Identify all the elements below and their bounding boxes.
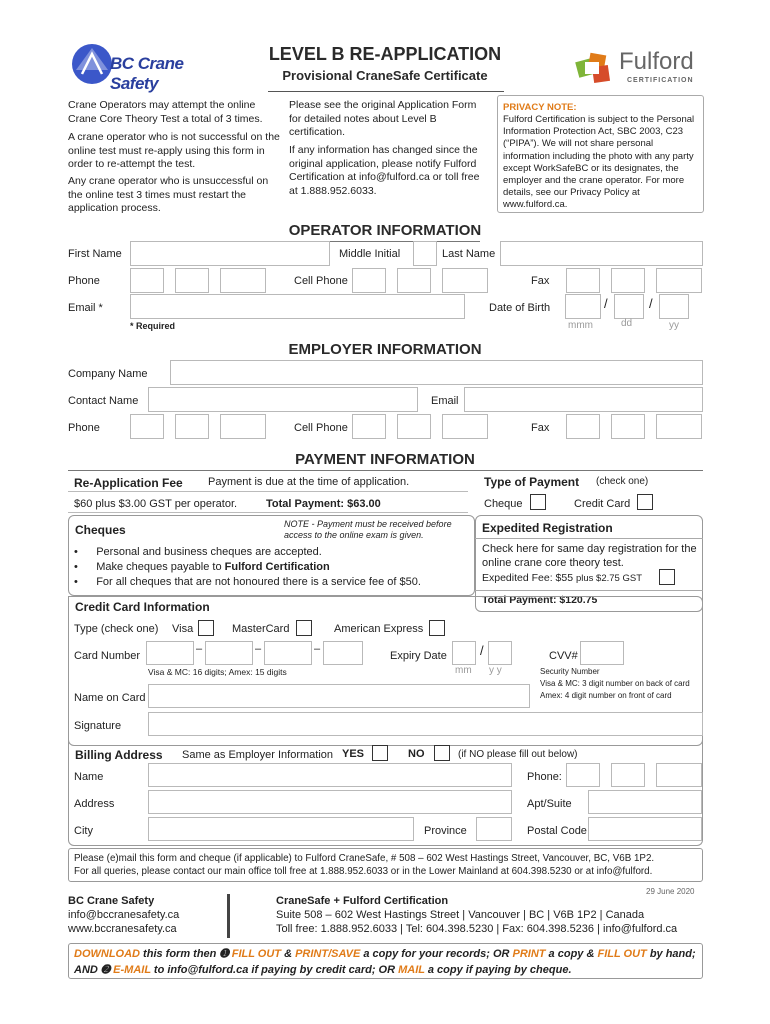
instr-text-6: AND (74, 964, 101, 976)
billing-postal-label: Postal Code (527, 825, 587, 837)
credit-card-title: Credit Card Information (75, 600, 210, 614)
fulford-logo (575, 48, 705, 88)
fax-area-input[interactable] (566, 268, 600, 293)
instructions-line2 (74, 963, 572, 976)
mastercard-label: MasterCard (232, 623, 290, 635)
page-subtitle: Provisional CraneSafe Certificate (282, 68, 488, 83)
footer-right-phone: Toll free: 1.888.952.6033 | Tel: 604.398.5230 | Fax: 604.398.5236 | info@fulford.ca (276, 923, 678, 935)
expiry-slash: / (480, 643, 484, 658)
phone-area-input[interactable] (130, 268, 164, 293)
company-name-label: Company Name (68, 368, 148, 380)
dob-slash-2: / (649, 296, 653, 311)
employer-phone-area[interactable] (130, 414, 164, 439)
intro-col1-p1: Crane Operators may attempt the online Crane Core Theory Test a total of 3 times. (68, 99, 263, 125)
billing-phone-area[interactable] (566, 763, 600, 787)
billing-same-label: Same as Employer Information (182, 749, 334, 761)
expedited-fee-amount: Expedited Fee: $55 (482, 572, 576, 584)
fee-rule (68, 491, 468, 492)
middle-initial-label: Middle Initial (339, 248, 401, 260)
instr-text-7: to info@fulford.ca if paying by credit card; OR (150, 964, 399, 976)
card-dash-2: – (255, 643, 262, 655)
fee-rule-2 (68, 512, 468, 513)
cheque-bullet-1: • Personal and business cheques are accepted. (74, 546, 322, 558)
billing-city-label: City (74, 825, 93, 837)
visa-label: Visa (172, 623, 194, 635)
billing-name-label: Name (74, 771, 104, 783)
instructions-line1 (74, 947, 696, 960)
footer-right-address: Suite 508 – 602 West Hastings Street | Vancouver | BC | V6B 1P2 | Canada (276, 909, 645, 921)
employer-cell-area[interactable] (352, 414, 386, 439)
billing-city-input[interactable] (148, 817, 414, 841)
payment-rule (68, 470, 703, 471)
signature-label: Signature (74, 720, 122, 732)
last-name-label: Last Name (442, 248, 496, 260)
signature-input[interactable] (148, 712, 703, 736)
cheque-payee: Fulford Certification (224, 561, 330, 573)
dob-yy-hint: yy (669, 320, 679, 331)
employer-phone-label: Phone (68, 422, 100, 434)
employer-phone-prefix[interactable] (175, 414, 209, 439)
billing-postal-input[interactable] (588, 817, 702, 841)
card-dash-3: – (314, 643, 321, 655)
instr-print-save: PRINT/SAVE (295, 948, 361, 960)
billing-phone-line[interactable] (656, 763, 702, 787)
fulford-logo-text: Fulford (619, 48, 694, 75)
payment-heading: PAYMENT INFORMATION (295, 451, 475, 468)
step-two-icon: ➋ (100, 964, 111, 976)
fax-prefix-input[interactable] (611, 268, 645, 293)
billing-no-checkbox[interactable] (434, 745, 450, 761)
employer-cell-line[interactable] (442, 414, 488, 439)
footer-left-email: info@bccranesafety.ca (68, 909, 180, 921)
cheque-bullet-2: • Make cheques payable to Fulford Certification (74, 561, 330, 573)
billing-province-input[interactable] (476, 817, 512, 841)
card-number-group-3[interactable] (264, 641, 312, 665)
cvv-input[interactable] (580, 641, 624, 665)
cvv-label: CVV# (549, 650, 578, 662)
billing-apt-label: Apt/Suite (527, 798, 572, 810)
mail-note-line1: Please (e)mail this form and cheque (if applicable) to Fulford CraneSafe, # 508 – 602 West Hastings Street, Vancouver, BC, V6B 1P2. (74, 853, 655, 864)
fee-total: Total Payment: $63.00 (266, 498, 381, 510)
footer-left-title: BC Crane Safety (68, 895, 155, 907)
expiry-month-input[interactable] (452, 641, 476, 665)
billing-name-input[interactable] (148, 763, 512, 787)
expedited-fee (482, 572, 642, 584)
cell-area-input[interactable] (352, 268, 386, 293)
expedited-total: Total Payment: $120.75 (482, 594, 598, 606)
instr-text-4: a copy & (545, 948, 598, 960)
employer-fax-area[interactable] (566, 414, 600, 439)
footer-left-web: www.bccranesafety.ca (68, 923, 177, 935)
intro-col2-p1: Please see the original Application Form for detailed notes about Level B certification. (289, 99, 477, 138)
footer-divider (227, 894, 230, 938)
cheque-bullet-2-text: Make cheques payable to (96, 561, 225, 573)
fee-title: Re-Application Fee (74, 476, 183, 490)
name-on-card-input[interactable] (148, 684, 530, 708)
dob-month-input[interactable] (565, 294, 601, 319)
cheque-bullet-3: • For all cheques that are not honoured there is a service fee of $50. (74, 576, 421, 588)
first-name-label: First Name (68, 248, 122, 260)
employer-email-label: Email (431, 395, 459, 407)
cheque-bullet-1-text: Personal and business cheques are accepted. (96, 546, 322, 558)
security-number-label: Security Number (540, 667, 600, 676)
security-visa-note: Visa & MC: 3 digit number on back of card (540, 679, 690, 688)
instr-fill-out-2: FILL OUT (597, 948, 647, 960)
billing-province-label: Province (424, 825, 467, 837)
contact-name-label: Contact Name (68, 395, 139, 407)
expedited-fee-gst: plus $2.75 GST (575, 573, 642, 584)
card-type-label: Type (check one) (74, 623, 159, 635)
employer-fax-label: Fax (531, 422, 550, 434)
employer-cell-prefix[interactable] (397, 414, 431, 439)
intro-col1-p3: Any crane operator who is unsuccessful on the online test 3 times must restart the application process. (68, 175, 269, 214)
cheque-label: Cheque (484, 498, 523, 510)
billing-phone-prefix[interactable] (611, 763, 645, 787)
intro-col1-p2: A crane operator who is not successful on the online test must re-apply using this form in order to re-attempt the test. (68, 131, 280, 170)
cheque-bullet-3-text: For all cheques that are not honoured there is a service fee of $50. (96, 576, 421, 588)
revision-date: 29 June 2020 (646, 887, 695, 896)
amex-checkbox[interactable] (429, 620, 445, 636)
expiry-year-input[interactable] (488, 641, 512, 665)
step-one-icon: ➊ (219, 948, 229, 960)
expedited-checkbox[interactable] (659, 569, 675, 585)
dob-label: Date of Birth (489, 302, 551, 314)
fee-due: Payment is due at the time of application. (208, 476, 410, 488)
billing-no-note: (if NO please fill out below) (458, 749, 578, 760)
dob-year-input[interactable] (659, 294, 689, 319)
operator-heading: OPERATOR INFORMATION (288, 222, 482, 239)
employer-heading: EMPLOYER INFORMATION (288, 341, 482, 358)
billing-phone-label: Phone: (527, 771, 562, 783)
expiry-yy-hint: y y (489, 665, 502, 676)
fax-line-input[interactable] (656, 268, 702, 293)
name-on-card-label: Name on Card (74, 692, 146, 704)
instr-text-3: a copy for your records; OR (360, 948, 513, 960)
bc-crane-safety-logo-text: BC Crane Safety (110, 54, 184, 93)
instr-text-1: this form then (140, 948, 220, 960)
instr-text-8: a copy if paying by cheque. (424, 964, 572, 976)
employer-cell-label: Cell Phone (294, 422, 348, 434)
fulford-logo-subtext: CERTIFICATION (627, 77, 694, 84)
phone-line-input[interactable] (220, 268, 266, 293)
download-link[interactable]: DOWNLOAD (74, 948, 140, 960)
dob-day-input[interactable] (614, 294, 644, 319)
phone-label: Phone (68, 275, 100, 287)
billing-apt-input[interactable] (588, 790, 702, 814)
credit-card-label: Credit Card (574, 498, 631, 510)
expiry-mm-hint: mm (455, 665, 472, 676)
payment-type-title: Type of Payment (484, 475, 580, 489)
instr-text-5: by hand; (646, 948, 696, 960)
employer-phone-line[interactable] (220, 414, 266, 439)
fee-amount: $60 plus $3.00 GST per operator. (74, 498, 238, 510)
expedited-title: Expedited Registration (482, 521, 613, 535)
billing-address-label: Address (74, 798, 115, 810)
card-number-group-1[interactable] (146, 641, 194, 665)
billing-address-input[interactable] (148, 790, 512, 814)
employer-email-input[interactable] (464, 387, 703, 412)
card-dash-1: – (196, 643, 203, 655)
cell-phone-label: Cell Phone (294, 275, 348, 287)
employer-fax-prefix[interactable] (611, 414, 645, 439)
instr-print: PRINT (512, 948, 546, 960)
cheques-title: Cheques (75, 523, 126, 537)
card-number-group-2[interactable] (205, 641, 253, 665)
privacy-body: Fulford Certification is subject to the Personal Information Protection Act, SBC 2003, C23 (“PIPA”). We will not share personal information including the photo with any party except WorkSafeBC or its designates, the employer and the crane operator. For more details, see our Privacy Policy at www.fulford.ca. (503, 114, 695, 211)
page-title: LEVEL B RE-APPLICATION (268, 44, 502, 64)
first-name-input[interactable] (130, 241, 330, 266)
billing-title: Billing Address (75, 748, 163, 762)
middle-initial-input[interactable] (413, 241, 437, 266)
card-number-label: Card Number (74, 650, 141, 662)
expedited-rule (475, 538, 703, 539)
required-note: * Required (130, 321, 176, 331)
expiry-label: Expiry Date (390, 650, 447, 662)
cheques-note: NOTE - Payment must be received before access to the online exam is given. (284, 519, 452, 540)
mail-note-line2: For all queries, please contact our main office toll free at 1.888.952.6033 or in the Lower Mainland at 604.398.5230 or at info@fulford. (74, 866, 653, 877)
instr-text-2: & (281, 948, 296, 960)
instr-email: E-MAIL (110, 964, 151, 976)
intro-col2-p2: If any information has changed since the original application, please notify Fulford Certification at info@fulford.ca or toll free at 1.888.952.6033. (289, 144, 480, 197)
footer-right-title: CraneSafe + Fulford Certification (276, 895, 449, 907)
security-amex-note: Amex: 4 digit number on front of card (540, 691, 672, 700)
instr-fill-out: FILL OUT (228, 948, 282, 960)
credit-card-checkbox[interactable] (637, 494, 653, 510)
last-name-input[interactable] (500, 241, 703, 266)
fulford-emblem-icon (575, 50, 615, 86)
email-label: Email * (68, 302, 103, 314)
company-name-input[interactable] (170, 360, 703, 385)
phone-prefix-input[interactable] (175, 268, 209, 293)
email-input[interactable] (130, 294, 465, 319)
cell-line-input[interactable] (442, 268, 488, 293)
billing-no-label: NO (408, 748, 425, 760)
fax-label: Fax (531, 275, 550, 287)
employer-fax-line[interactable] (656, 414, 702, 439)
payment-type-note: (check one) (596, 476, 649, 487)
expedited-rule-2 (475, 590, 703, 591)
visa-checkbox[interactable] (198, 620, 214, 636)
card-number-group-4[interactable] (323, 641, 363, 665)
cheque-checkbox[interactable] (530, 494, 546, 510)
mastercard-checkbox[interactable] (296, 620, 312, 636)
dob-slash-1: / (604, 296, 608, 311)
dob-mmm-hint: mmm (568, 320, 593, 331)
expedited-body: Check here for same day registration for the online crane core theory test. (482, 543, 697, 569)
card-digits-note: Visa & MC: 16 digits; Amex: 15 digits (148, 667, 287, 677)
privacy-title: PRIVACY NOTE: (503, 102, 577, 113)
dob-dd-hint: dd (621, 318, 633, 329)
title-rule (268, 91, 504, 92)
billing-yes-label: YES (342, 748, 365, 760)
instr-mail: MAIL (398, 964, 425, 976)
contact-name-input[interactable] (148, 387, 418, 412)
billing-yes-checkbox[interactable] (372, 745, 388, 761)
cell-prefix-input[interactable] (397, 268, 431, 293)
amex-label: American Express (334, 623, 424, 635)
